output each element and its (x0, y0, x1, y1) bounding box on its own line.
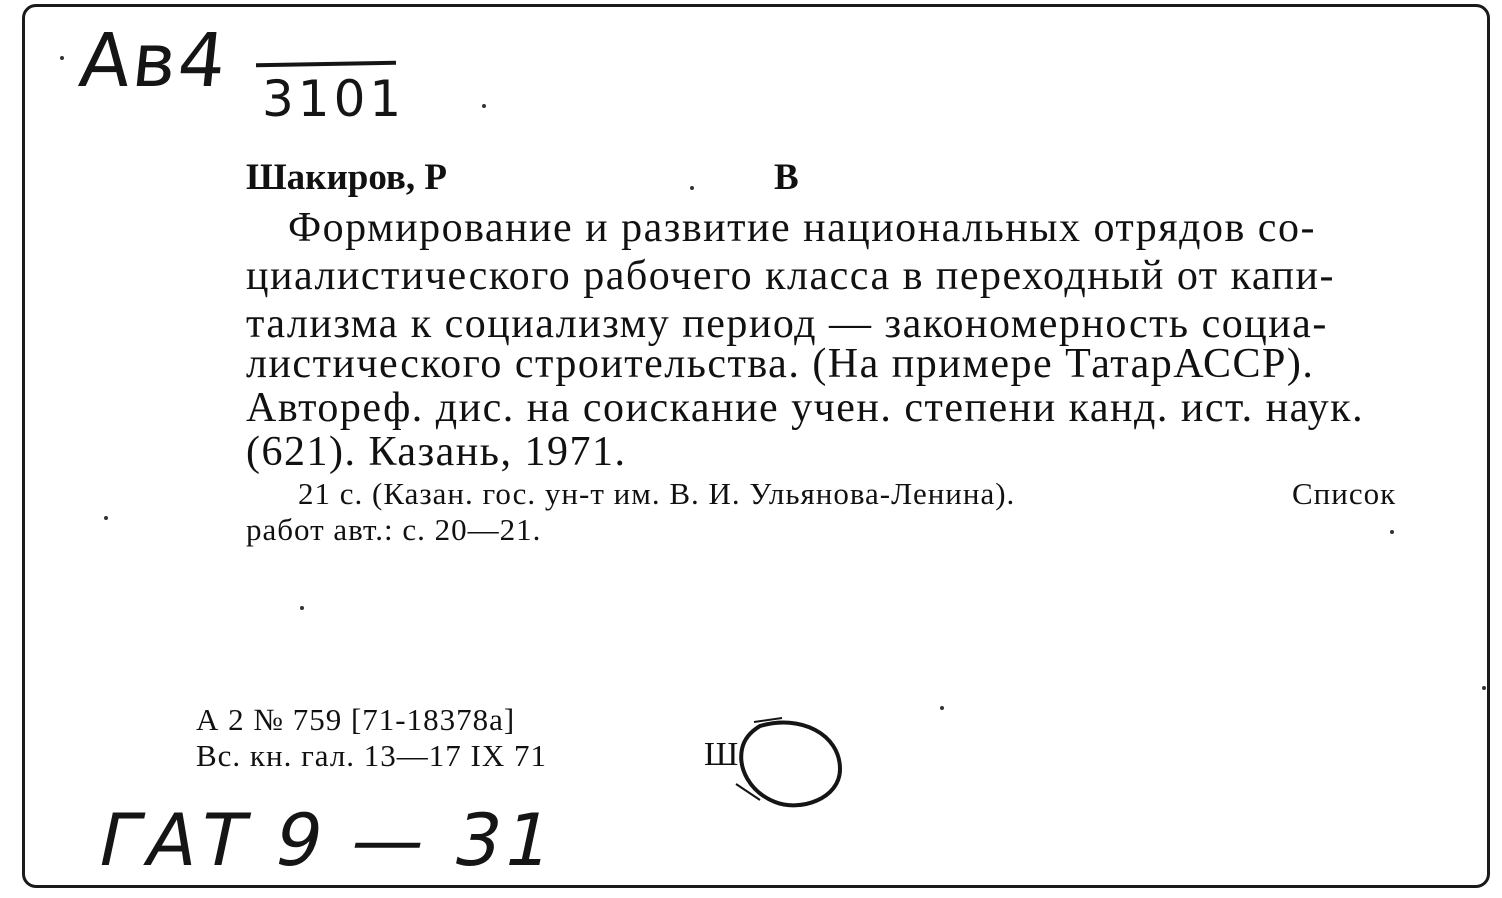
title-line-6: (621). Казань, 1971. (246, 429, 627, 475)
handwritten-note: ГАТ 9 — 31 (91, 798, 565, 882)
description-bibliography-label: Список (1292, 476, 1397, 511)
author-name: Шакиров, Р (246, 157, 448, 198)
catalog-number: А 2 № 759 [71-18378а] (196, 702, 516, 737)
title-line-5: Автореф. дис. на соискание учен. степени канд. ист. наук. (246, 385, 1365, 431)
stamp-letter: Ш (704, 736, 739, 773)
paper-speck (690, 186, 694, 190)
paper-speck (482, 104, 486, 108)
title-line-2: циалистического рабочего класса в переходный от капи- (246, 253, 1335, 299)
paper-speck (1482, 686, 1486, 690)
catalog-galley: Вс. кн. гал. 13—17 IX 71 (196, 738, 548, 773)
title-line-3: тализма к социализму период — закономерность социа- (246, 301, 1328, 347)
paper-speck (940, 706, 944, 710)
description-line-1: 21 с. (Казан. гос. ун-т им. В. И. Ульянова-Ленина). (298, 476, 1016, 511)
paper-speck (60, 56, 64, 60)
description-line-2: работ авт.: с. 20—21. (246, 512, 542, 547)
paper-speck (104, 516, 108, 520)
author-initial: В (774, 157, 799, 198)
title-line-1: Формирование и развитие национальных отрядов со- (288, 205, 1316, 251)
handwritten-shelfmark-number: 3101 (262, 70, 406, 128)
handwritten-shelfmark: Ав4 (75, 18, 232, 104)
oval-stamp-icon (730, 714, 850, 814)
paper-speck (300, 606, 304, 610)
paper-speck (1390, 530, 1394, 534)
title-line-4: листического строительства. (На примере ТатарАССР). (246, 341, 1315, 387)
